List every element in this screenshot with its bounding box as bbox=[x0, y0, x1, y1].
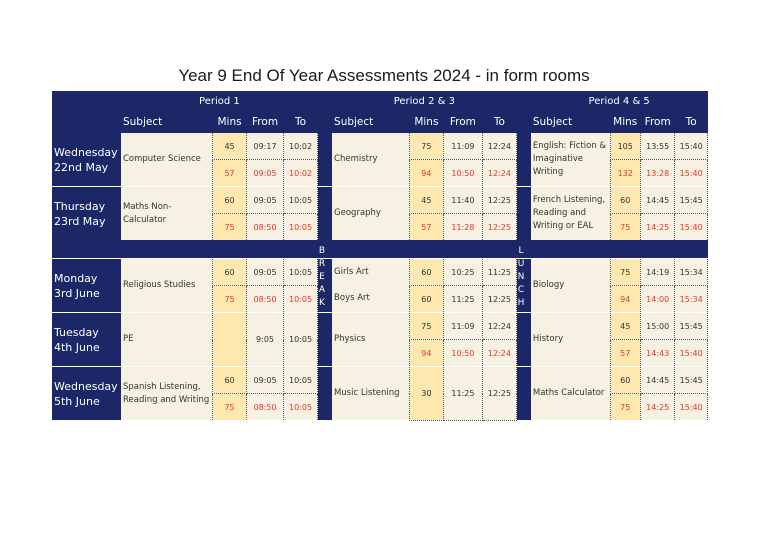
break-row-cell bbox=[212, 240, 246, 259]
gap-letter: K bbox=[319, 298, 325, 308]
to-time: 12:25 bbox=[482, 187, 516, 214]
to-time: 10:05 bbox=[283, 313, 318, 367]
mins-value: 75 bbox=[610, 259, 640, 286]
from-time: 09:05 bbox=[247, 259, 284, 286]
gap-letter: U bbox=[517, 259, 525, 269]
gap-letter: L bbox=[518, 246, 524, 256]
break-column-cell bbox=[318, 313, 332, 367]
subject-name: Maths Non-Calculator bbox=[121, 187, 212, 241]
gap-letter: E bbox=[319, 272, 325, 282]
subject-name: History bbox=[531, 313, 610, 367]
mins-value: 75 bbox=[212, 286, 246, 313]
break-row-cell bbox=[675, 240, 708, 259]
from-header: From bbox=[444, 111, 483, 133]
to-time: 15:34 bbox=[675, 286, 708, 313]
mins-value: 60 bbox=[610, 367, 640, 394]
gap-cell bbox=[517, 111, 531, 133]
from-time: 08:50 bbox=[247, 286, 284, 313]
mins-value: 94 bbox=[409, 340, 443, 367]
subject-name: Maths Calculator bbox=[531, 367, 610, 421]
subject-name: Computer Science bbox=[121, 133, 212, 187]
subject-header: Subject bbox=[121, 111, 212, 133]
lunch-column-cell bbox=[517, 367, 531, 421]
from-time: 14:19 bbox=[640, 259, 674, 286]
break-column-cell bbox=[318, 187, 332, 241]
from-time: 14:00 bbox=[640, 286, 674, 313]
from-time: 9:05 bbox=[247, 313, 284, 367]
mins-value: 75 bbox=[409, 133, 443, 160]
gap-letter: N bbox=[517, 272, 525, 282]
to-time: 15:40 bbox=[675, 340, 708, 367]
subject-name: Geography bbox=[332, 187, 409, 241]
break-row-cell bbox=[121, 240, 212, 259]
break-row-cell bbox=[283, 240, 318, 259]
to-time: 10:05 bbox=[283, 367, 318, 394]
to-time: 10:05 bbox=[283, 259, 318, 286]
from-time: 13:55 bbox=[640, 133, 674, 160]
break-column-cell bbox=[318, 367, 332, 421]
to-time: 15:40 bbox=[675, 214, 708, 241]
to-time: 10:05 bbox=[283, 286, 318, 313]
mins-value: 105 bbox=[610, 133, 640, 160]
from-header: From bbox=[640, 111, 674, 133]
corner-cell bbox=[52, 91, 121, 111]
from-time: 11:25 bbox=[444, 286, 483, 313]
subject-name: Boys Art bbox=[332, 286, 409, 313]
from-time: 09:17 bbox=[247, 133, 284, 160]
from-time: 08:50 bbox=[247, 214, 284, 241]
day-label: Wednesday 5th June bbox=[52, 367, 121, 421]
to-time: 12:24 bbox=[482, 313, 516, 340]
from-time: 13:28 bbox=[640, 160, 674, 187]
mins-value: 75 bbox=[409, 313, 443, 340]
from-time: 10:50 bbox=[444, 160, 483, 187]
gap-letter: H bbox=[517, 298, 525, 308]
to-header: To bbox=[482, 111, 516, 133]
gap-letter: B bbox=[318, 246, 326, 256]
to-header: To bbox=[675, 111, 708, 133]
from-time: 11:09 bbox=[444, 133, 483, 160]
from-time: 14:45 bbox=[640, 367, 674, 394]
mins-header: Mins bbox=[409, 111, 443, 133]
to-time: 10:05 bbox=[283, 214, 318, 241]
from-time: 10:50 bbox=[444, 340, 483, 367]
lunch-column bbox=[517, 91, 531, 111]
to-time: 10:05 bbox=[283, 187, 318, 214]
to-time: 12:24 bbox=[482, 133, 516, 160]
from-time: 11:28 bbox=[444, 214, 483, 241]
break-row-cell bbox=[332, 240, 409, 259]
gap-letter: C bbox=[517, 285, 525, 295]
to-time: 10:02 bbox=[283, 160, 318, 187]
mins-value: 60 bbox=[409, 286, 443, 313]
to-time: 15:45 bbox=[675, 187, 708, 214]
lunch-column-cell bbox=[517, 133, 531, 187]
period-1-header: Period 1 bbox=[121, 91, 318, 111]
from-time: 11:09 bbox=[444, 313, 483, 340]
mins-value: 60 bbox=[610, 187, 640, 214]
to-time: 15:45 bbox=[675, 313, 708, 340]
day-label: Wednesday 22nd May bbox=[52, 133, 121, 187]
to-time: 15:40 bbox=[675, 133, 708, 160]
to-time: 12:25 bbox=[482, 367, 516, 421]
day-label: Tuesday 4th June bbox=[52, 313, 121, 367]
to-time: 10:02 bbox=[283, 133, 318, 160]
mins-value: 75 bbox=[212, 394, 246, 421]
mins-value: 45 bbox=[610, 313, 640, 340]
mins-value: 75 bbox=[212, 214, 246, 241]
period-2-3-header: Period 2 & 3 bbox=[332, 91, 517, 111]
from-time: 09:05 bbox=[247, 367, 284, 394]
from-time: 14:25 bbox=[640, 214, 674, 241]
gap-cell bbox=[318, 111, 332, 133]
to-header: To bbox=[283, 111, 318, 133]
mins-value: 45 bbox=[409, 187, 443, 214]
break-column-cell bbox=[318, 133, 332, 187]
break-row-cell bbox=[640, 240, 674, 259]
day-label: Monday 3rd June bbox=[52, 259, 121, 313]
mins-value: 75 bbox=[610, 214, 640, 241]
mins-header: Mins bbox=[212, 111, 246, 133]
page-title: Year 9 End Of Year Assessments 2024 - in form rooms bbox=[178, 66, 590, 85]
gap-letter: A bbox=[318, 285, 326, 295]
mins-value: 132 bbox=[610, 160, 640, 187]
break-row-cell bbox=[531, 240, 610, 259]
subject-name: Spanish Listening, Reading and Writing bbox=[121, 367, 212, 421]
subject-name: Biology bbox=[531, 259, 610, 313]
to-time: 12:24 bbox=[482, 340, 516, 367]
mins-value: 30 bbox=[409, 367, 443, 421]
gap-letter: R bbox=[318, 259, 326, 269]
from-time: 08:50 bbox=[247, 394, 284, 421]
mins-value: 60 bbox=[212, 367, 246, 394]
subject-name: Music Listening bbox=[332, 367, 409, 421]
mins-value: 75 bbox=[610, 394, 640, 421]
from-header: From bbox=[247, 111, 284, 133]
lunch-column-cell bbox=[517, 313, 531, 367]
mins-value: 57 bbox=[212, 160, 246, 187]
break-row-cell bbox=[52, 240, 121, 259]
to-time: 12:25 bbox=[482, 286, 516, 313]
to-time: 10:05 bbox=[283, 394, 318, 421]
from-time: 14:43 bbox=[640, 340, 674, 367]
to-time: 15:40 bbox=[675, 394, 708, 421]
mins-header: Mins bbox=[610, 111, 640, 133]
from-time: 11:25 bbox=[444, 367, 483, 421]
period-4-5-header: Period 4 & 5 bbox=[531, 91, 708, 111]
subject-name: Physics bbox=[332, 313, 409, 367]
to-time: 11:25 bbox=[482, 259, 516, 286]
from-time: 09:05 bbox=[247, 187, 284, 214]
to-time: 15:40 bbox=[675, 160, 708, 187]
from-time: 10:25 bbox=[444, 259, 483, 286]
break-row-cell bbox=[482, 240, 516, 259]
timetable bbox=[52, 91, 708, 421]
corner-cell bbox=[52, 111, 121, 133]
day-label: Thursday 23rd May bbox=[52, 187, 121, 241]
break-row-cell bbox=[247, 240, 284, 259]
break-column bbox=[318, 91, 332, 111]
break-row-cell bbox=[610, 240, 640, 259]
from-time: 14:45 bbox=[640, 187, 674, 214]
subject-header: Subject bbox=[332, 111, 409, 133]
to-time: 15:45 bbox=[675, 367, 708, 394]
to-time: 12:24 bbox=[482, 160, 516, 187]
to-time: 15:34 bbox=[675, 259, 708, 286]
lunch-column-cell bbox=[517, 187, 531, 241]
subject-name: French Listening, Reading and Writing or EAL bbox=[531, 187, 610, 241]
subject-name: Girls Art bbox=[332, 259, 409, 286]
subject-name: PE bbox=[121, 313, 212, 367]
break-row-cell bbox=[409, 240, 443, 259]
mins-value: 60 bbox=[212, 259, 246, 286]
mins-value: 60 bbox=[212, 187, 246, 214]
mins-value: 94 bbox=[610, 286, 640, 313]
subject-name: English: Fiction & Imaginative Writing bbox=[531, 133, 610, 187]
mins-value: 57 bbox=[409, 214, 443, 241]
subject-name: Chemistry bbox=[332, 133, 409, 187]
from-time: 14:25 bbox=[640, 394, 674, 421]
mins-value: 94 bbox=[409, 160, 443, 187]
subject-name: Religious Studies bbox=[121, 259, 212, 313]
subject-header: Subject bbox=[531, 111, 610, 133]
break-row-cell bbox=[444, 240, 483, 259]
mins-value bbox=[212, 313, 246, 367]
mins-value: 45 bbox=[212, 133, 246, 160]
from-time: 09:05 bbox=[247, 160, 284, 187]
mins-value: 60 bbox=[409, 259, 443, 286]
from-time: 15:00 bbox=[640, 313, 674, 340]
mins-value: 57 bbox=[610, 340, 640, 367]
to-time: 12:25 bbox=[482, 214, 516, 241]
from-time: 11:40 bbox=[444, 187, 483, 214]
